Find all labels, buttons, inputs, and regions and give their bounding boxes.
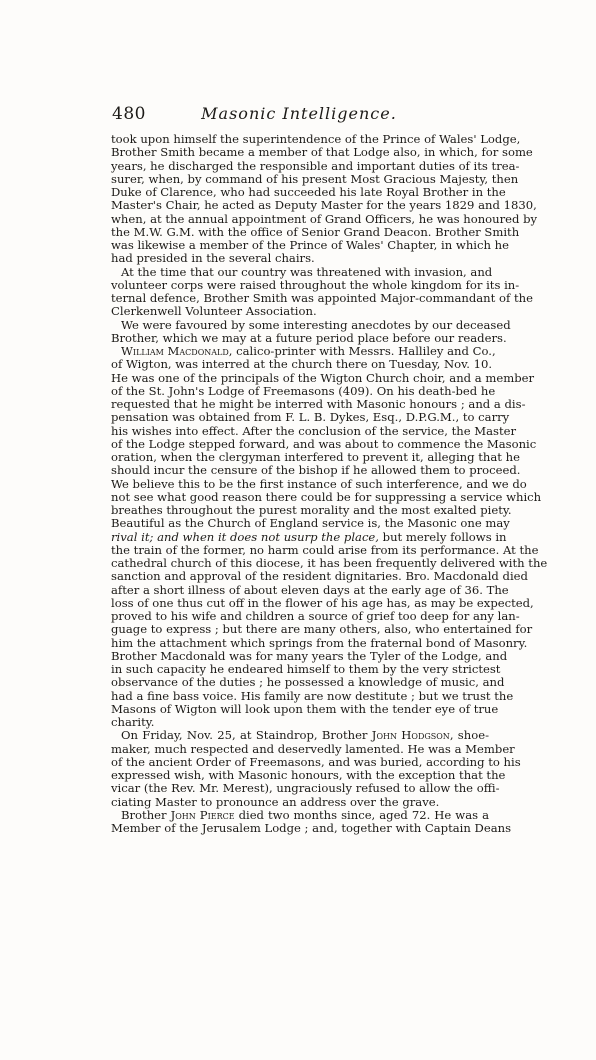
line-text: We believe this to be the first instance of such interference, and we do: [111, 476, 527, 491]
text-line: [111, 370, 535, 385]
line-text: At the time that our country was threatened with invasion, and: [121, 264, 493, 279]
line-text: years, he discharged the responsible and important duties of its trea-: [111, 158, 520, 173]
text-line: [111, 436, 537, 451]
text-line: [111, 264, 493, 279]
text-line: [111, 796, 489, 809]
line-text: after a short illness of about eleven days at the early age of 36. The: [111, 582, 509, 597]
paragraph: [111, 344, 548, 729]
text-line: [111, 463, 521, 478]
text-line: [111, 701, 499, 716]
line-text: Beautiful as the Church of England service is, the Masonic one may: [111, 516, 510, 531]
line-text: was likewise a member of the Prince of Wales' Chapter, in which he: [111, 238, 509, 252]
line-text: breathes throughout the purest morality and the most exalted piety.: [111, 503, 512, 517]
text-line: [111, 609, 520, 623]
line-text: pensation was obtained from F. L. B. Dykes, Esq., D.P.G.M., to carry: [111, 410, 510, 425]
italic-text: rival it; and when it does not usurp the place,: [111, 529, 379, 544]
text-line: [111, 383, 496, 398]
line-text: Clerkenwell Volunteer Association.: [111, 304, 317, 319]
text-line: [111, 529, 507, 544]
text-line: [111, 291, 533, 305]
page-header: [112, 104, 486, 128]
line-text: ternal defence, Brother Smith was appointed Major-commandant of the: [111, 291, 533, 305]
line-text: requested that he might be interred with Masonic honours ; and a dis-: [111, 397, 526, 411]
text-line: [111, 729, 489, 742]
line-text: but merely follows in: [378, 529, 507, 544]
line-text: when, at the annual appointment of Grand Officers, he was honoured by: [111, 211, 538, 226]
text-line: [111, 238, 509, 252]
text-line: [111, 252, 489, 265]
text-line: [111, 582, 509, 597]
text-line: [111, 716, 489, 729]
text-line: [111, 224, 520, 239]
line-text: should incur the censure of the bishop if he allowed them to proceed.: [111, 463, 521, 478]
line-text: had presided in the several chairs.: [111, 251, 315, 266]
running-title: Masonic Intelligence.: [201, 104, 397, 123]
line-text: not see what good reason there could be for suppressing a service which: [111, 489, 542, 504]
text-line: [111, 754, 521, 769]
text-line: [111, 357, 493, 372]
text-line: [111, 423, 517, 438]
text-line: [111, 198, 537, 213]
line-text: surer, when, by command of his present Most Gracious Majesty, then: [111, 171, 519, 186]
line-text: expressed wish, with Masonic honours, with the exception that the: [111, 768, 506, 782]
text-line: [111, 397, 526, 411]
line-text: died two months since, aged 72. He was a: [234, 807, 489, 822]
text-line: [111, 648, 508, 663]
line-text: Brother Smith became a member of that Lodge also, in which, for some: [111, 145, 533, 160]
text-line: [111, 158, 520, 173]
line-text: volunteer corps were raised throughout the whole kingdom for its in-: [111, 277, 520, 292]
text-line: [111, 821, 512, 835]
line-text: guage to express ; but there are many others, also, who entertained for: [111, 622, 533, 637]
line-text: proved to his wife and children a source of grief too deep for any lan-: [111, 609, 520, 623]
text-line: [111, 410, 510, 425]
text-line: [111, 145, 533, 160]
line-text: observance of the duties ; he possessed a knowledge of music, and: [111, 675, 505, 690]
text-line: [111, 542, 539, 557]
text-line: [111, 675, 505, 690]
text-line: [111, 516, 510, 531]
line-text: him the attachment which springs from the fraternal bond of Masonry.: [111, 635, 528, 650]
line-text: Member of the Jerusalem Lodge ; and, together with Captain Deans: [111, 821, 512, 835]
text-line: [111, 569, 528, 584]
line-text: We were favoured by some interesting anecdotes by our deceased: [121, 317, 511, 332]
paragraph: [111, 317, 511, 346]
line-text: Brother Macdonald was for many years the Tyler of the Lodge, and: [111, 648, 508, 663]
paragraph: [111, 132, 538, 266]
line-text: He was one of the principals of the Wigton Church choir, and a member: [111, 370, 535, 385]
text-line: [111, 741, 515, 756]
line-text: of the ancient Order of Freemasons, and was buried, according to his: [111, 754, 521, 769]
text-line: [111, 635, 528, 650]
line-text: On Friday, Nov. 25, at Staindrop, Brother: [121, 728, 372, 743]
text-line: [111, 344, 496, 358]
text-line: [111, 688, 514, 703]
text-line: [111, 556, 548, 570]
text-line: [111, 781, 500, 796]
text-line: [111, 809, 489, 822]
text-line: [111, 622, 533, 637]
text-line: [111, 476, 527, 491]
text-line: [111, 768, 506, 782]
line-text: ciating Master to pronounce an address over the grave.: [111, 794, 440, 809]
person-name: John Hodgson: [371, 728, 450, 743]
line-text: sanction and approval of the resident dignitaries. Bro. Macdonald died: [111, 569, 528, 584]
paragraph: [111, 807, 512, 836]
paragraph: [111, 728, 521, 809]
line-text: charity.: [111, 715, 155, 729]
line-text: cathedral church of this diocese, it has been frequently delivered with the: [111, 556, 548, 570]
line-text: Masons of Wigton will look upon them with the tender eye of true: [111, 701, 499, 716]
text-line: [111, 171, 519, 186]
line-text: Master's Chair, he acted as Deputy Master for the years 1829 and 1830,: [111, 198, 537, 213]
text-line: [111, 185, 506, 199]
body-text: [111, 132, 548, 835]
line-text: of the St. John's Lodge of Freemasons (409). On his death-bed he: [111, 383, 496, 398]
person-name: William Macdonald: [121, 344, 229, 358]
text-line: [111, 305, 489, 318]
line-text: maker, much respected and deservedly lamented. He was a Member: [111, 741, 515, 756]
text-line: [111, 595, 534, 610]
line-text: took upon himself the superintendence of the Prince of Wales' Lodge,: [111, 132, 521, 146]
line-text: the train of the former, no harm could arise from its performance. At the: [111, 542, 539, 557]
line-text: vicar (the Rev. Mr. Merest), ungraciously refused to allow the offi-: [111, 781, 500, 796]
line-text: , shoe-: [449, 728, 489, 743]
text-line: [111, 503, 512, 517]
person-name: John Pierce: [170, 807, 235, 822]
text-line: [111, 330, 507, 345]
text-line: [111, 489, 542, 504]
text-line: [111, 132, 521, 146]
line-text: oration, when the clergyman interfered to prevent it, alleging that he: [111, 450, 520, 464]
line-text: loss of one thus cut off in the flower of his age has, as may be expected,: [111, 595, 534, 610]
text-line: [111, 211, 538, 226]
line-text: , calico-printer with Messrs. Halliley and Co.,: [228, 344, 496, 358]
paragraph: [111, 264, 533, 319]
line-text: Brother, which we may at a future period place before our readers.: [111, 330, 507, 345]
line-text: of Wigton, was interred at the church there on Tuesday, Nov. 10.: [111, 357, 493, 372]
text-line: [111, 317, 511, 332]
text-line: [111, 662, 501, 676]
line-text: in such capacity he endeared himself to them by the very strictest: [111, 662, 501, 676]
line-text: the M.W. G.M. with the office of Senior Grand Deacon. Brother Smith: [111, 224, 520, 239]
page-number: 480: [112, 104, 146, 124]
text-line: [111, 277, 520, 292]
line-text: his wishes into effect. After the conclusion of the service, the Master: [111, 423, 517, 438]
line-text: of the Lodge stepped forward, and was about to commence the Masonic: [111, 436, 537, 451]
text-line: [111, 450, 520, 464]
line-text: Brother: [121, 807, 171, 822]
line-text: had a fine bass voice. His family are now destitute ; but we trust the: [111, 688, 514, 703]
line-text: Duke of Clarence, who had succeeded his late Royal Brother in the: [111, 185, 506, 199]
